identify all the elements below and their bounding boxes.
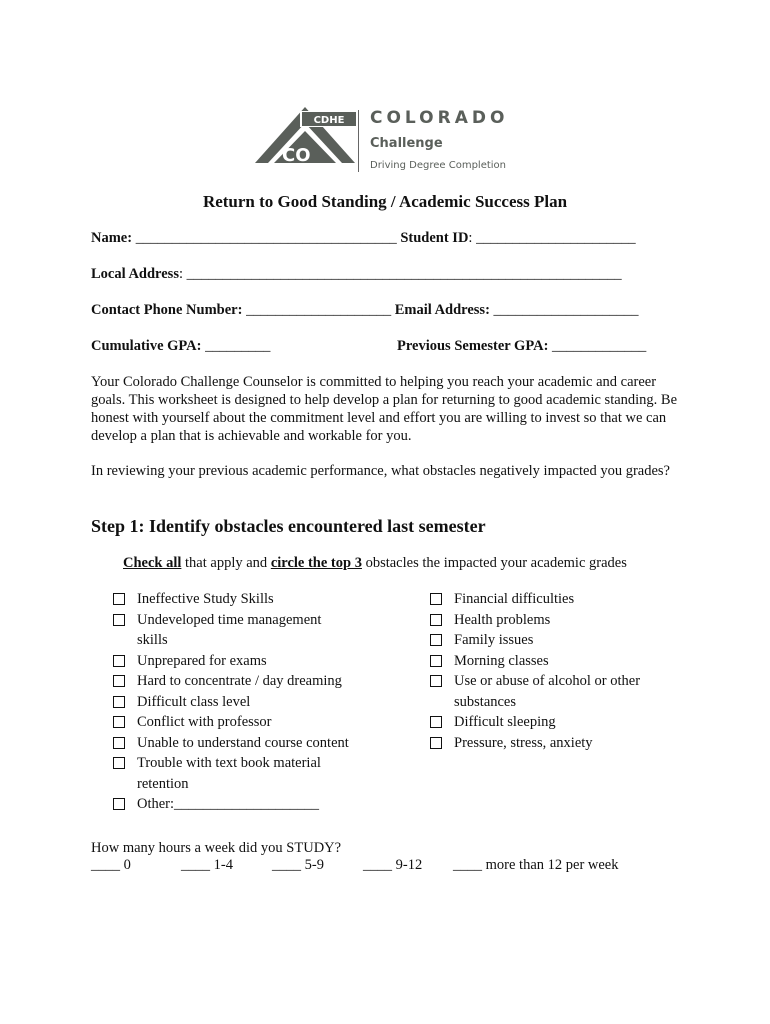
left-item (113, 610, 349, 651)
obstacle-label: Health problems (454, 611, 551, 628)
name-field[interactable]: ____________________________________ (135, 230, 397, 246)
phone-label: Contact Phone Number: (91, 302, 243, 318)
cum-gpa-label: Cumulative GPA: (91, 338, 202, 354)
checkbox[interactable] (430, 634, 442, 646)
cum-gpa-field[interactable]: _________ (205, 338, 271, 354)
checkbox[interactable] (113, 716, 125, 728)
local-address-field[interactable]: : ____________________________________________________________ (178, 266, 622, 282)
cum-gpa-row (91, 338, 270, 355)
left-item (113, 651, 349, 672)
logo-wordmark: COLORADO (370, 108, 509, 128)
obstacle-label: Unable to understand course content (137, 734, 349, 751)
obstacle-label: Unprepared for exams (137, 652, 267, 669)
obstacle-label: Morning classes (454, 652, 549, 669)
obstacle-label: skills (137, 632, 168, 648)
study-option-12-plus[interactable]: ____ more than 12 per week (453, 857, 619, 873)
obstacle-label: retention (137, 775, 189, 792)
instr-mid: that apply and (181, 555, 271, 571)
obstacle-label: Financial difficulties (454, 591, 575, 607)
instr-circle-top3: circle the top 3 (270, 555, 362, 571)
obstacle-label: Difficult class level (137, 693, 251, 710)
checkbox[interactable] (113, 737, 125, 749)
right-item (430, 651, 640, 672)
checkbox[interactable] (430, 737, 442, 749)
study-option-9-12[interactable]: ____ 9-12 (363, 857, 423, 873)
right-item (430, 610, 640, 631)
checkbox[interactable] (113, 675, 125, 687)
obstacle-label: Other:____________________ (137, 796, 320, 812)
left-item (113, 794, 349, 815)
prev-gpa-field[interactable]: _____________ (552, 338, 647, 354)
right-item (430, 671, 640, 712)
logo-divider (358, 110, 359, 172)
left-item (113, 589, 349, 610)
student-id-label: Student ID (400, 230, 469, 246)
obstacle-label: Conflict with professor (137, 714, 272, 730)
logo-badge: CDHE (313, 115, 345, 126)
obstacles-question: In reviewing your previous academic performance, what obstacles negatively impacted you grades? (91, 463, 670, 479)
left-item (113, 753, 349, 794)
instr-check-all: Check all (123, 555, 182, 571)
logo-tagline: Driving Degree Completion (370, 160, 507, 171)
left-item (113, 733, 349, 754)
checkbox[interactable] (113, 614, 125, 626)
checkbox[interactable] (113, 593, 125, 605)
student-id-field[interactable]: : ______________________ (468, 230, 636, 246)
obstacle-label: substances (454, 693, 517, 710)
logo-subtitle: Challenge (370, 136, 443, 151)
checkbox[interactable] (430, 593, 442, 605)
obstacle-label: Hard to concentrate / day dreaming (137, 673, 342, 689)
step1-heading: Step 1: Identify obstacles encountered last semester (91, 516, 486, 536)
obstacle-label: Family issues (454, 632, 534, 648)
page-title: Return to Good Standing / Academic Success Plan (202, 192, 568, 211)
prev-gpa-row (397, 338, 646, 355)
logo-mark: CO (282, 145, 311, 166)
obstacle-label: Difficult sleeping (454, 714, 556, 730)
local-address-label: Local Address (91, 266, 179, 282)
phone-field[interactable]: ____________________ (246, 302, 392, 318)
obstacle-label: Use or abuse of alcohol or other (454, 673, 641, 689)
checkbox[interactable] (430, 655, 442, 667)
mountain-logo-icon (250, 105, 360, 180)
obstacle-list-left (113, 589, 349, 815)
checkbox[interactable] (113, 696, 125, 708)
obstacle-label: Undeveloped time management (137, 611, 322, 628)
intro-paragraph: Your Colorado Challenge Counselor is committed to helping you reach your academic and career goals. This worksheet is designed to help develop a plan for returning to good academic standing. Be honest with yourself about the commitment level and effort you are willing to invest so that we can develop a plan that is achievable and workable for you. (91, 374, 678, 444)
checkbox[interactable] (430, 716, 442, 728)
checkbox[interactable] (113, 655, 125, 667)
checkbox[interactable] (430, 675, 442, 687)
left-item (113, 671, 349, 692)
checkbox[interactable] (113, 798, 125, 810)
study-option-0[interactable]: ____ 0 (91, 857, 131, 873)
prev-gpa-label: Previous Semester GPA: (397, 338, 549, 354)
email-label: Email Address: (394, 302, 490, 318)
left-item (113, 712, 349, 733)
email-field[interactable]: ____________________ (493, 302, 639, 318)
name-row (91, 230, 636, 247)
study-hours-question: How many hours a week did you STUDY? (91, 840, 342, 856)
study-option-1-4[interactable]: ____ 1-4 (181, 857, 233, 873)
name-label: Name: (91, 230, 133, 246)
checkbox[interactable] (430, 614, 442, 626)
obstacle-list-right (430, 589, 640, 753)
obstacle-label: Ineffective Study Skills (137, 591, 274, 607)
checkbox[interactable] (113, 757, 125, 769)
right-item (430, 630, 640, 651)
address-row (91, 266, 622, 283)
study-option-5-9[interactable]: ____ 5-9 (272, 857, 324, 873)
instr-end: obstacles the impacted your academic grades (361, 555, 627, 571)
step1-instructions (123, 555, 627, 572)
right-item (430, 589, 640, 610)
right-item (430, 733, 640, 754)
left-item (113, 692, 349, 713)
contact-row (91, 302, 639, 319)
obstacle-label: Pressure, stress, anxiety (454, 734, 593, 751)
right-item (430, 712, 640, 733)
obstacle-label: Trouble with text book material (137, 755, 321, 771)
